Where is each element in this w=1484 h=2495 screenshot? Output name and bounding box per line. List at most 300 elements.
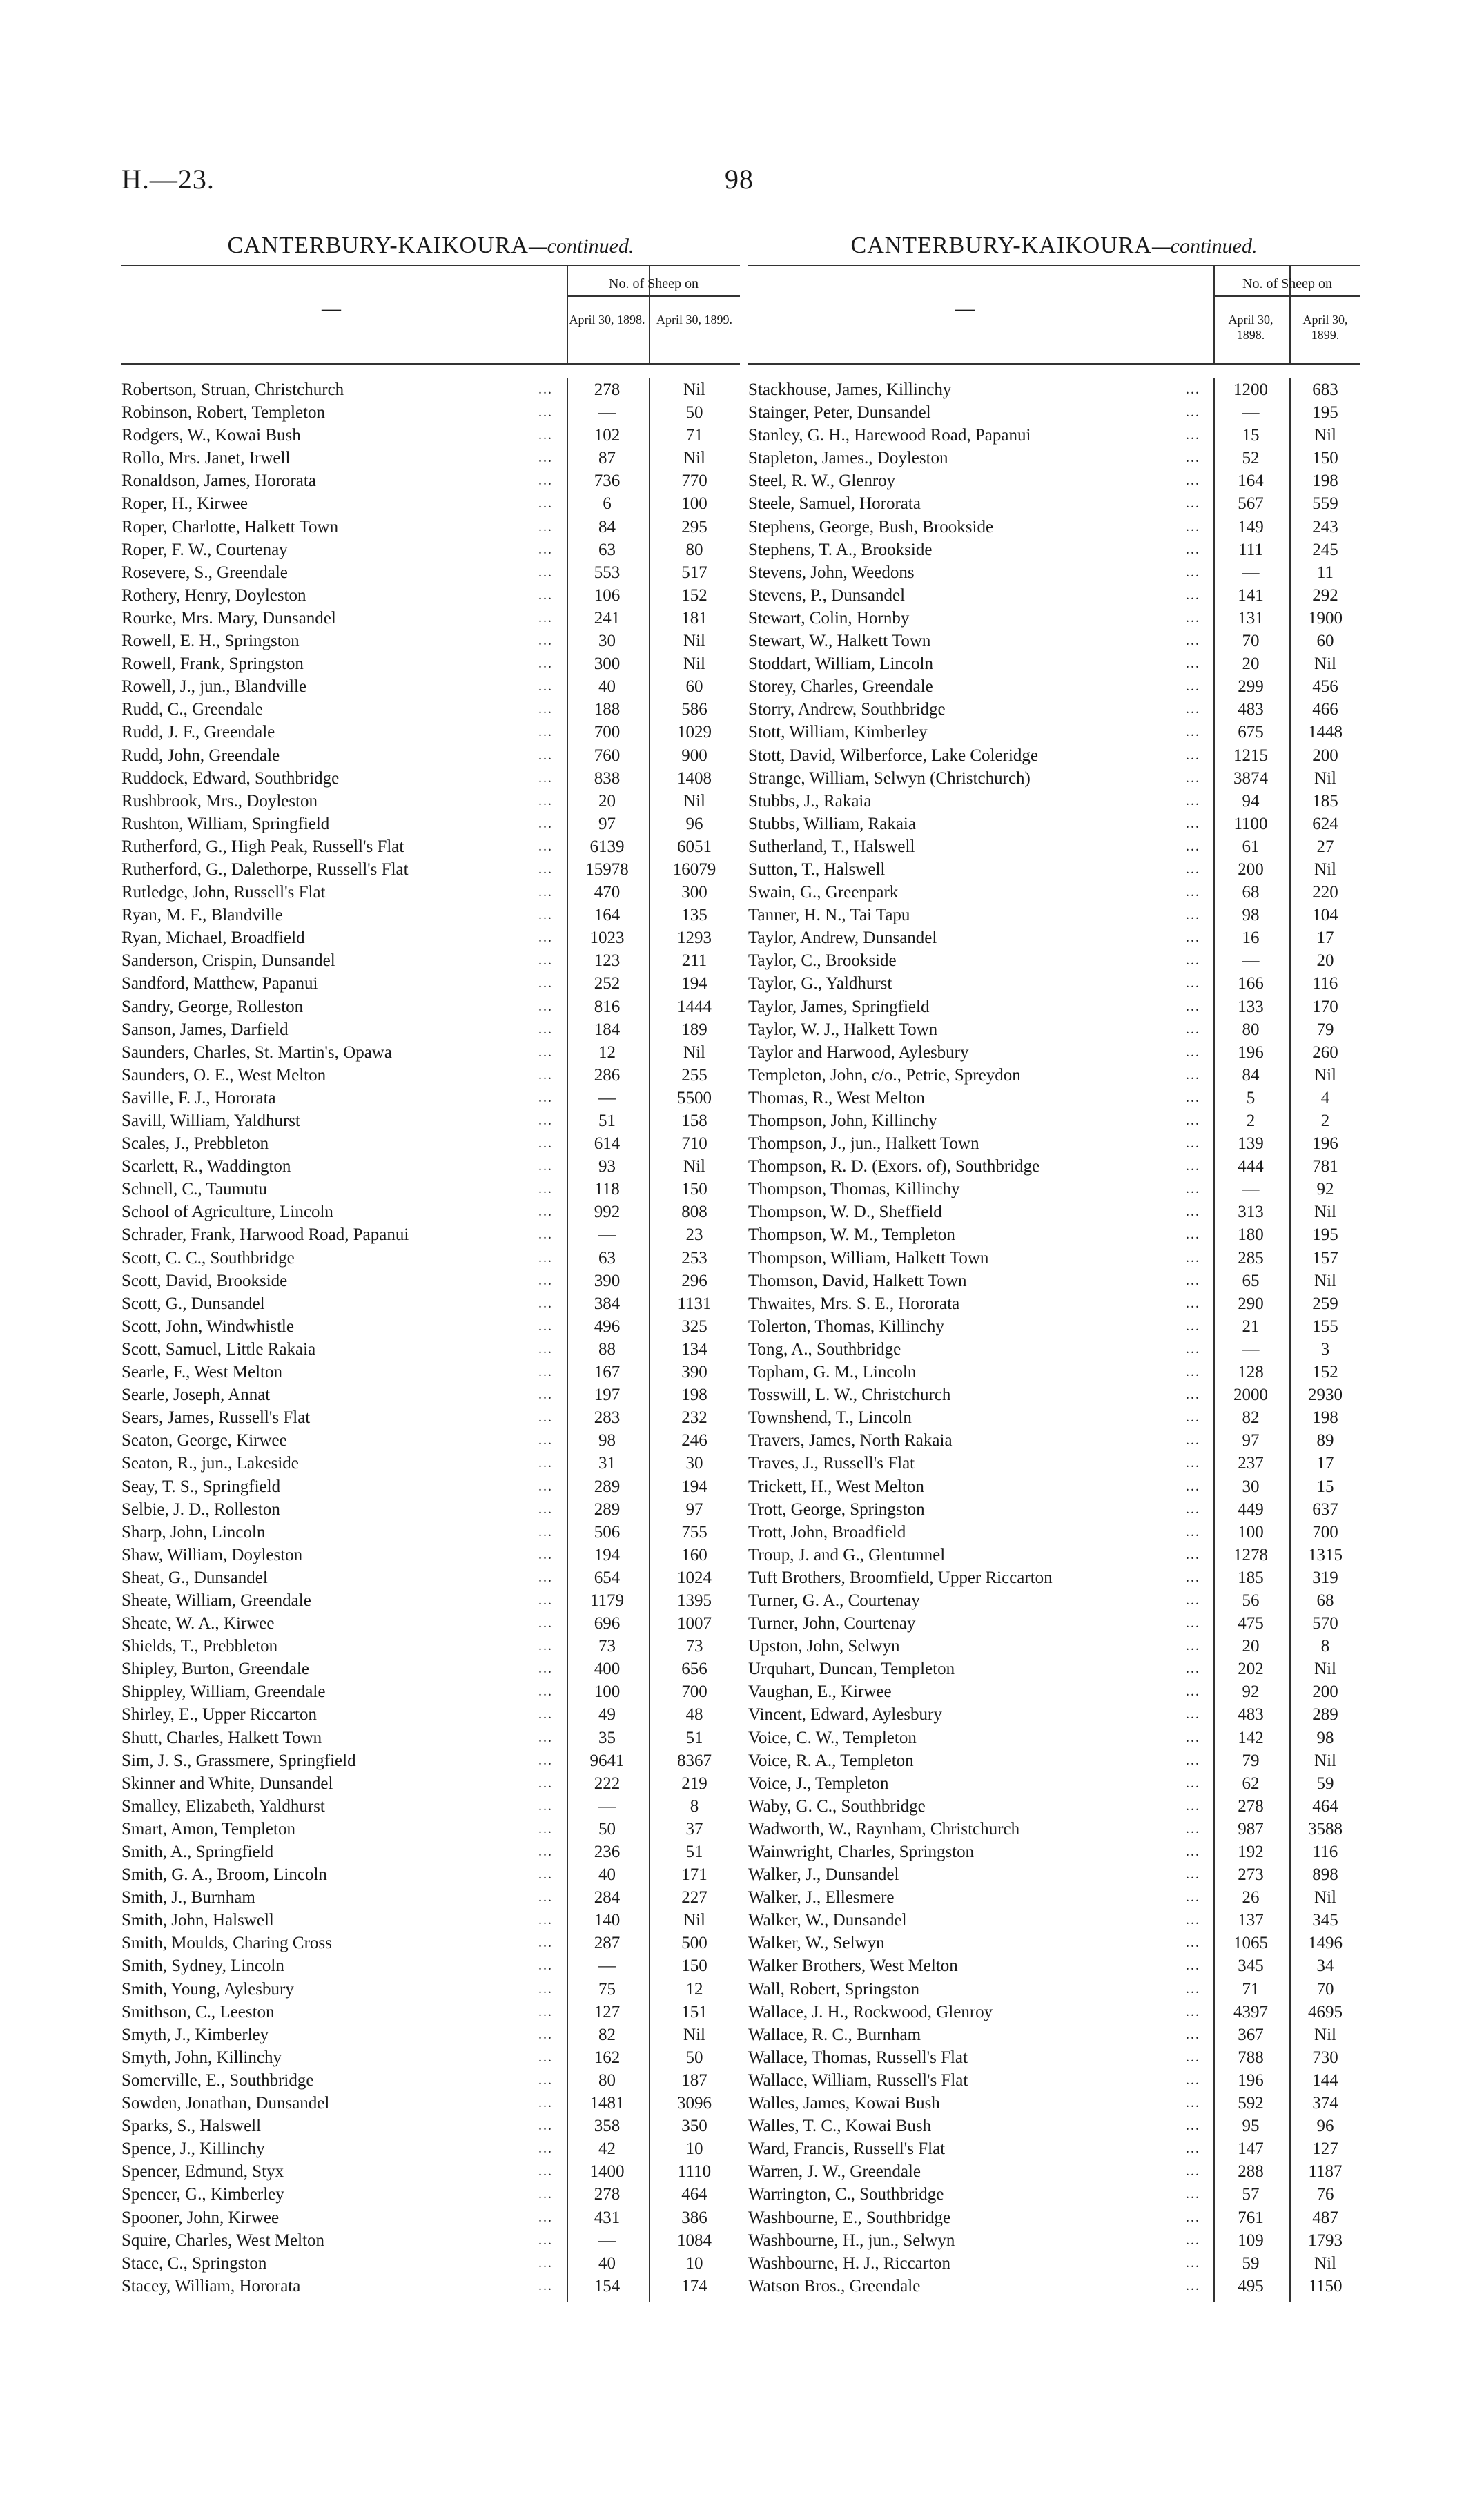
table-row xyxy=(748,1155,1360,1178)
owner-name: Shirley, E., Upper Riccarton xyxy=(121,1705,318,1725)
table-row xyxy=(121,1338,740,1361)
owner-name: Smith, Young, Aylesbury xyxy=(121,1979,294,1999)
table-row xyxy=(121,790,740,813)
sheep-1899: 198 xyxy=(681,1386,707,1405)
leader-dots: ... xyxy=(538,587,553,603)
owner-name: Rowell, E. H., Springston xyxy=(121,632,300,651)
owner-name: Voice, C. W., Templeton xyxy=(748,1728,917,1747)
table-header xyxy=(748,265,1360,365)
sheep-1899: 1793 xyxy=(1308,2231,1343,2250)
owner-name: Scarlett, R., Waddington xyxy=(121,1157,291,1176)
leader-dots: ... xyxy=(1186,1433,1200,1448)
table-row xyxy=(748,561,1360,584)
sheep-1899: 195 xyxy=(1312,403,1338,423)
owner-name: Rosevere, S., Greendale xyxy=(121,563,288,582)
table-row xyxy=(748,1680,1360,1703)
table-row xyxy=(121,813,740,835)
leader-dots: ... xyxy=(1186,473,1200,489)
table-row xyxy=(748,1041,1360,1064)
owner-name: Saunders, O. E., West Melton xyxy=(121,1065,326,1085)
leader-dots: ... xyxy=(1186,2209,1200,2225)
owner-name: Sheat, G., Dunsandel xyxy=(121,1568,268,1587)
sheep-1898: 3874 xyxy=(1233,768,1268,788)
table-row xyxy=(748,469,1360,492)
owner-name: Smith, A., Springfield xyxy=(121,1843,274,1861)
table-row xyxy=(121,1475,740,1498)
sheep-1898: 6139 xyxy=(589,837,625,856)
owner-name: Sanson, James, Darfield xyxy=(121,1020,289,1039)
leader-dots: ... xyxy=(538,2026,553,2042)
owner-name: Sheate, W. A., Kirwee xyxy=(121,1614,275,1633)
owner-name: Ruddock, Edward, Southbridge xyxy=(121,768,340,788)
sheep-1899: 196 xyxy=(1312,1134,1338,1154)
owner-name: Scott, C. C., Southbridge xyxy=(121,1248,295,1268)
sheep-1898: 84 xyxy=(598,517,616,536)
sheep-1898: 736 xyxy=(594,472,621,491)
sheep-1899: 100 xyxy=(681,494,707,514)
table-row xyxy=(121,904,740,926)
sheep-1899: 374 xyxy=(1312,2094,1338,2113)
leader-dots: ... xyxy=(1186,1410,1200,1426)
sheep-1899: Nil xyxy=(1314,2253,1336,2273)
sheep-1899: 345 xyxy=(1312,1911,1338,1930)
table-row xyxy=(748,1818,1360,1841)
sheep-1899: 20 xyxy=(1316,951,1334,971)
sheep-1898: 1179 xyxy=(589,1591,625,1610)
owner-name: Rollo, Mrs. Janet, Irwell xyxy=(121,449,291,468)
sheep-1899: 15 xyxy=(1316,1477,1334,1496)
table-row xyxy=(121,949,740,972)
sheep-1899: 559 xyxy=(1312,494,1338,514)
table-row xyxy=(121,1658,740,1680)
leader-dots: ... xyxy=(538,496,553,512)
sheep-1898: 147 xyxy=(1238,2139,1264,2159)
sheep-1899: 5500 xyxy=(677,1088,712,1107)
sheep-1898: 15978 xyxy=(585,860,629,879)
table-row xyxy=(748,1795,1360,1818)
leader-dots: ... xyxy=(538,1136,553,1152)
owner-name: Scott, John, Windwhistle xyxy=(121,1317,294,1336)
sheep-1898: 197 xyxy=(594,1386,621,1405)
leader-dots: ... xyxy=(538,1341,553,1357)
table-row xyxy=(748,1201,1360,1223)
owner-name: Strange, William, Selwyn (Christchurch) xyxy=(748,768,1031,788)
sheep-1899: Nil xyxy=(1314,768,1336,788)
owner-name: Vincent, Edward, Aylesbury xyxy=(748,1705,942,1725)
owner-name: Rowell, J., jun., Blandville xyxy=(121,677,307,697)
sheep-1898: 449 xyxy=(1238,1499,1264,1519)
owner-name: Seaton, R., jun., Lakeside xyxy=(121,1454,299,1473)
sheep-1899: 30 xyxy=(685,1454,703,1473)
sheep-1898: 123 xyxy=(594,951,621,971)
sheep-1898: 109 xyxy=(1238,2231,1264,2250)
owner-name: Shutt, Charles, Halkett Town xyxy=(121,1728,322,1747)
sheep-1898: 133 xyxy=(1238,997,1264,1016)
table-row xyxy=(121,516,740,538)
table-row xyxy=(748,2252,1360,2275)
table-row xyxy=(121,1635,740,1658)
leader-dots: ... xyxy=(538,1318,553,1334)
sheep-1898: 444 xyxy=(1238,1157,1264,1176)
leader-dots: ... xyxy=(538,656,553,672)
sheep-1899: 195 xyxy=(1312,1225,1338,1245)
table-row xyxy=(748,1521,1360,1544)
leader-dots: ... xyxy=(538,838,553,854)
table-row xyxy=(121,881,740,904)
owner-name: Stanley, G. H., Harewood Road, Papanui xyxy=(748,426,1031,445)
sheep-1899: 656 xyxy=(681,1660,707,1679)
table-row xyxy=(748,2046,1360,2069)
leader-dots: ... xyxy=(1186,1158,1200,1174)
sheep-1898: 192 xyxy=(1238,1843,1264,1861)
sheep-1899: 144 xyxy=(1312,2070,1338,2090)
leader-dots: ... xyxy=(1186,1478,1200,1494)
sheep-1898: 9641 xyxy=(589,1751,625,1770)
sheep-1899: 295 xyxy=(681,517,707,536)
sheep-1898: 496 xyxy=(594,1317,621,1336)
leader-dots: ... xyxy=(538,1798,553,1814)
table-row xyxy=(121,675,740,698)
owner-name: Stephens, George, Bush, Brookside xyxy=(748,517,994,536)
leader-dots: ... xyxy=(538,1364,553,1380)
sheep-1899: 134 xyxy=(681,1339,707,1359)
table-row xyxy=(748,1338,1360,1361)
sheep-1899: 2930 xyxy=(1308,1386,1343,1405)
table-row xyxy=(121,1909,740,1932)
sheep-1899: 3096 xyxy=(677,2094,712,2113)
sheep-1898: 300 xyxy=(594,654,621,674)
owner-name: Taylor, Andrew, Dunsandel xyxy=(748,929,937,948)
owner-name: Taylor and Harwood, Aylesbury xyxy=(748,1042,969,1062)
sheep-1899: 104 xyxy=(1312,906,1338,925)
sheep-1899: 171 xyxy=(681,1865,707,1885)
table-row xyxy=(748,607,1360,630)
owner-name: Searle, F., West Melton xyxy=(121,1363,282,1382)
table-row xyxy=(748,1247,1360,1270)
table-row xyxy=(121,2183,740,2206)
table-title-main: CANTERBURY-KAIKOURA xyxy=(850,233,1152,258)
leader-dots: ... xyxy=(1186,1798,1200,1814)
owner-name: Sharp, John, Lincoln xyxy=(121,1522,266,1542)
table-row xyxy=(748,1223,1360,1246)
sheep-1899: 227 xyxy=(681,1888,707,1907)
sheep-1898: 20 xyxy=(598,791,616,810)
sheep-1898: 788 xyxy=(1238,2048,1264,2067)
sheep-1899: 730 xyxy=(1312,2048,1338,2067)
owner-name: Storry, Andrew, Southbridge xyxy=(748,700,946,719)
table-row xyxy=(121,2023,740,2046)
table-row xyxy=(121,1727,740,1749)
sheep-1899: 1444 xyxy=(677,997,712,1016)
sheep-1898: 289 xyxy=(594,1477,621,1496)
owner-name: Stubbs, William, Rakaia xyxy=(748,814,916,833)
table-row xyxy=(121,378,740,401)
leader-dots: ... xyxy=(538,1113,553,1128)
owner-name: Shipley, Burton, Greendale xyxy=(121,1660,309,1679)
table-row xyxy=(748,2001,1360,2023)
table-row xyxy=(748,1749,1360,1772)
owner-name: Saville, F. J., Hororata xyxy=(121,1088,276,1107)
owner-name: Walker, J., Dunsandel xyxy=(748,1865,899,1885)
sheep-1898: 52 xyxy=(1242,449,1260,468)
sheep-1898: 49 xyxy=(598,1705,616,1725)
sheep-1899: Nil xyxy=(1314,1271,1336,1290)
sheep-1898: 390 xyxy=(594,1271,621,1290)
owner-name: Rodgers, W., Kowai Bush xyxy=(121,426,301,445)
leader-dots: ... xyxy=(1186,1661,1200,1677)
owner-name: Smith, G. A., Broom, Lincoln xyxy=(121,1865,327,1885)
sheep-1899: Nil xyxy=(683,1911,705,1930)
leader-dots: ... xyxy=(538,1684,553,1700)
sheep-1898: 6 xyxy=(603,494,612,514)
leader-dots: ... xyxy=(538,1615,553,1631)
leader-dots: ... xyxy=(538,2049,553,2065)
owner-name: Stacey, William, Hororata xyxy=(121,2276,301,2295)
leader-dots: ... xyxy=(538,1089,553,1105)
leader-dots: ... xyxy=(538,1387,553,1403)
leader-dots: ... xyxy=(538,2118,553,2134)
sheep-1898: 65 xyxy=(1242,1271,1260,1290)
table-title xyxy=(748,226,1360,265)
table-row xyxy=(748,1452,1360,1475)
sheep-1898: 992 xyxy=(594,1203,621,1222)
leader-dots: ... xyxy=(1186,770,1200,786)
owner-name: Troup, J. and G., Glentunnel xyxy=(748,1545,946,1564)
table-row xyxy=(121,1978,740,2001)
sheep-1899: 898 xyxy=(1312,1865,1338,1885)
sheep-1899: 198 xyxy=(1312,1408,1338,1428)
document-code: H.—23. xyxy=(121,164,215,195)
sheep-1898: 162 xyxy=(594,2048,621,2067)
sheep-1899: 466 xyxy=(1312,700,1338,719)
owner-name: Wainwright, Charles, Springston xyxy=(748,1843,975,1861)
sheep-1898: 495 xyxy=(1238,2276,1264,2295)
owner-name: Trott, George, Springston xyxy=(748,1499,925,1519)
sheep-1898: 200 xyxy=(1238,860,1264,879)
table-row xyxy=(121,2137,740,2160)
sheep-1899: 6051 xyxy=(677,837,712,856)
table-row xyxy=(748,972,1360,995)
table-row xyxy=(121,2115,740,2137)
leader-dots: ... xyxy=(538,998,553,1014)
sheep-1899: 60 xyxy=(1316,632,1334,651)
sheep-1898: 92 xyxy=(1242,1682,1260,1702)
sheep-1899: 1293 xyxy=(677,929,712,948)
owner-name: Sparks, S., Halswell xyxy=(121,2117,262,2136)
sheep-1899: Nil xyxy=(1314,1660,1336,1679)
leader-dots: ... xyxy=(1186,1935,1200,1951)
sheep-1899: 464 xyxy=(1312,1796,1338,1816)
owner-name: Sim, J. S., Grassmere, Springfield xyxy=(121,1751,356,1770)
leader-dots: ... xyxy=(1186,1958,1200,1974)
owner-name: Scott, G., Dunsandel xyxy=(121,1294,265,1313)
sheep-1898: 149 xyxy=(1238,517,1264,536)
sheep-1898: 483 xyxy=(1238,1705,1264,1725)
sheep-1898: 553 xyxy=(594,563,621,582)
sheep-1899: 637 xyxy=(1312,1499,1338,1519)
table-row xyxy=(748,858,1360,881)
owner-name: Washbourne, H., jun., Selwyn xyxy=(748,2231,955,2250)
table-row xyxy=(121,492,740,515)
sheep-1899: 155 xyxy=(1312,1317,1338,1336)
sheep-1899: 8 xyxy=(1320,1637,1330,1656)
sheep-1898: 62 xyxy=(1242,1774,1260,1793)
sheep-1898: 106 xyxy=(594,585,621,605)
leader-dots: ... xyxy=(1186,1227,1200,1243)
table-row xyxy=(121,1041,740,1064)
table-row xyxy=(121,1109,740,1132)
leader-dots: ... xyxy=(1186,998,1200,1014)
sheep-1898: 20 xyxy=(1242,654,1260,674)
sheep-1899: Nil xyxy=(683,1157,705,1176)
owner-name: Sheate, William, Greendale xyxy=(121,1591,311,1610)
owner-name: Tanner, H. N., Tai Tapu xyxy=(748,906,910,925)
sheep-1898: 470 xyxy=(594,883,621,902)
sheep-1898: 111 xyxy=(1238,540,1263,559)
leader-dots: ... xyxy=(538,679,553,695)
leader-dots: ... xyxy=(1186,884,1200,900)
sheep-1898: 98 xyxy=(1242,906,1260,925)
leader-dots: ... xyxy=(1186,610,1200,625)
sheep-1898: 98 xyxy=(598,1431,616,1450)
table-row xyxy=(748,698,1360,721)
leader-dots: ... xyxy=(538,1775,553,1791)
sheep-1899: 50 xyxy=(685,403,703,423)
table-title xyxy=(121,226,740,265)
table-row xyxy=(748,721,1360,744)
sheep-1899: 181 xyxy=(681,608,707,628)
table-row xyxy=(748,1132,1360,1155)
owner-name: Storey, Charles, Greendale xyxy=(748,677,933,697)
sheep-1898: 1200 xyxy=(1233,380,1268,399)
sheep-1899: 253 xyxy=(681,1248,707,1268)
leader-dots: ... xyxy=(1186,1638,1200,1654)
table-row xyxy=(121,2229,740,2252)
leader-dots: ... xyxy=(538,815,553,831)
leader-dots: ... xyxy=(1186,838,1200,854)
owner-name: Rutherford, G., High Peak, Russell's Flat xyxy=(121,837,404,856)
sheep-1899: 96 xyxy=(685,814,703,833)
leader-dots: ... xyxy=(538,2232,553,2248)
table-row xyxy=(748,881,1360,904)
owner-name: Robertson, Struan, Christchurch xyxy=(121,380,344,399)
table-row xyxy=(748,1544,1360,1566)
leader-dots: ... xyxy=(1186,1775,1200,1791)
sheep-1899: 10 xyxy=(685,2253,703,2273)
owner-name: Scott, Samuel, Little Rakaia xyxy=(121,1339,316,1359)
table-row xyxy=(748,1772,1360,1795)
sheep-1899: Nil xyxy=(1314,1203,1336,1222)
leader-dots: ... xyxy=(538,1752,553,1768)
sheep-1899: 624 xyxy=(1312,814,1338,833)
leader-dots: ... xyxy=(538,1158,553,1174)
sheep-1899: 4695 xyxy=(1308,2002,1343,2021)
leader-dots: ... xyxy=(538,1821,553,1836)
table-row xyxy=(121,1566,740,1589)
sheep-1898: 760 xyxy=(594,746,621,765)
sheep-1899: Nil xyxy=(1314,1888,1336,1907)
right-table xyxy=(748,226,1360,2298)
leader-dots: ... xyxy=(538,2003,553,2019)
name-column-header: — xyxy=(322,298,341,320)
sheep-1899: 710 xyxy=(681,1134,707,1154)
leader-dots: ... xyxy=(1186,2278,1200,2293)
table-row xyxy=(748,2183,1360,2206)
left-table xyxy=(121,226,740,2298)
sheep-1899: Nil xyxy=(1314,1065,1336,1085)
sheep-1898: 284 xyxy=(594,1888,621,1907)
leader-dots: ... xyxy=(1186,2095,1200,2111)
sheep-1898: 50 xyxy=(598,1819,616,1838)
owner-name: Trickett, H., West Melton xyxy=(748,1477,924,1496)
owner-name: Sutton, T., Halswell xyxy=(748,860,886,879)
leader-dots: ... xyxy=(538,907,553,923)
leader-dots: ... xyxy=(1186,815,1200,831)
owner-name: Smalley, Elizabeth, Yaldhurst xyxy=(121,1796,325,1816)
table-row xyxy=(748,2229,1360,2252)
sheep-1899: 1187 xyxy=(1308,2162,1343,2182)
owner-name: Travers, James, North Rakaia xyxy=(748,1431,953,1450)
table-row xyxy=(748,1703,1360,1726)
sheep-1899: 152 xyxy=(1312,1363,1338,1382)
table-row xyxy=(121,2001,740,2023)
leader-dots: ... xyxy=(1186,1729,1200,1745)
table-row xyxy=(748,424,1360,447)
sheep-1898: 26 xyxy=(1242,1888,1260,1907)
table-row xyxy=(121,1521,740,1544)
owner-name: Stackhouse, James, Killinchy xyxy=(748,380,952,399)
leader-dots: ... xyxy=(538,1569,553,1585)
year-1898-header: April 30, 1898. xyxy=(1228,313,1273,342)
owner-name: Rourke, Mrs. Mary, Dunsandel xyxy=(121,608,336,628)
sheep-1898: 278 xyxy=(594,380,621,399)
table-row xyxy=(748,744,1360,767)
sheep-1898: — xyxy=(598,2231,616,2250)
leader-dots: ... xyxy=(1186,1501,1200,1517)
leader-dots: ... xyxy=(1186,2072,1200,2088)
leader-dots: ... xyxy=(1186,450,1200,466)
table-row xyxy=(121,1749,740,1772)
sheep-1899: 300 xyxy=(681,883,707,902)
owner-name: Thomas, R., West Melton xyxy=(748,1088,925,1107)
sheep-1898: 30 xyxy=(598,632,616,651)
sheep-1899: 116 xyxy=(1312,1843,1338,1861)
leader-dots: ... xyxy=(538,1250,553,1265)
sheep-1899: 3 xyxy=(1320,1339,1330,1359)
sheep-1899: 220 xyxy=(1312,883,1338,902)
table-row xyxy=(748,492,1360,515)
sheep-1899: 1007 xyxy=(677,1614,712,1633)
sheep-1899: 1024 xyxy=(677,1568,712,1587)
owner-name: Walker, J., Ellesmere xyxy=(748,1888,895,1907)
sheep-1898: 164 xyxy=(1238,472,1264,491)
owner-name: Stubbs, J., Rakaia xyxy=(748,791,872,810)
sheep-1899: 11 xyxy=(1316,563,1334,582)
leader-dots: ... xyxy=(538,1524,553,1540)
sheep-1898: 82 xyxy=(1242,1408,1260,1428)
sheep-1898: 97 xyxy=(1242,1431,1260,1450)
sheep-1899: 1029 xyxy=(677,723,712,742)
sheep-1898: 241 xyxy=(594,608,621,628)
year-1899-header: April 30, 1899. xyxy=(656,313,732,327)
owner-name: Taylor, G., Yaldhurst xyxy=(748,974,892,993)
sheep-1898: 675 xyxy=(1238,723,1264,742)
owner-name: Ryan, Michael, Broadfield xyxy=(121,929,305,948)
sheep-1899: 51 xyxy=(685,1843,703,1861)
owner-name: Shippley, William, Greendale xyxy=(121,1682,326,1702)
sheep-1898: 63 xyxy=(598,540,616,559)
leader-dots: ... xyxy=(1186,793,1200,808)
